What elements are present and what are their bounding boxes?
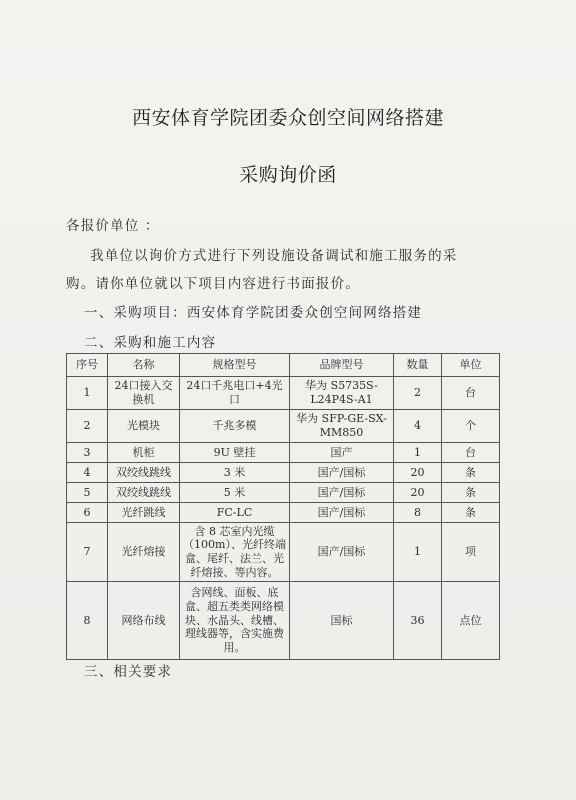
cell-spec: FC-LC: [180, 503, 290, 523]
cell-spec: 3 米: [180, 463, 290, 483]
cell-unit: 条: [442, 483, 500, 503]
cell-name: 双绞线跳线: [108, 483, 180, 503]
cell-name: 网络布线: [108, 582, 180, 660]
table-row: [67, 443, 500, 463]
cell-qty: 36: [394, 582, 442, 660]
cell-brand: 国产/国标: [290, 483, 394, 503]
addressee: 各报价单位 ：: [66, 218, 160, 234]
section-requirements: 三、相关要求: [84, 664, 173, 680]
cell-no: 5: [67, 483, 108, 503]
header-unit: 单位: [442, 354, 500, 377]
section-procurement-content: 二、采购和施工内容: [84, 335, 217, 351]
cell-qty: 2: [394, 377, 442, 410]
header-name: 名称: [108, 354, 180, 377]
cell-spec: 9U 壁挂: [180, 443, 290, 463]
cell-name: 24口接入交换机: [108, 377, 180, 410]
table-row: [67, 410, 500, 443]
header-brand: 品牌型号: [290, 354, 394, 377]
header-spec: 规格型号: [180, 354, 290, 377]
cell-brand: 国产/国标: [290, 523, 394, 582]
cell-no: 1: [67, 377, 108, 410]
cell-brand: 华为 SFP-GE-SX-MM850: [290, 410, 394, 443]
cell-spec: 含网线、面板、底盒、超五类类网络模块、水晶头、线槽、理线器等，含实施费用。: [180, 582, 290, 660]
cell-brand: 华为 S5735S-L24P4S-A1: [290, 377, 394, 410]
cell-no: 7: [67, 523, 108, 582]
document-title: 西安体育学院团委众创空间网络搭建: [131, 107, 444, 129]
cell-qty: 1: [394, 523, 442, 582]
cell-spec: 5 米: [180, 483, 290, 503]
cell-brand: 国产/国标: [290, 463, 394, 483]
cell-no: 3: [67, 443, 108, 463]
cell-name: 光纤熔接: [108, 523, 180, 582]
cell-unit: 个: [442, 410, 500, 443]
cell-no: 2: [67, 410, 108, 443]
document-subtitle: 采购询价函: [239, 164, 337, 186]
table-row: [67, 463, 500, 483]
body-line-1: 我单位以询价方式进行下列设施设备调试和施工服务的采: [90, 248, 458, 264]
cell-unit: 项: [442, 523, 500, 582]
cell-spec: 千兆多模: [180, 410, 290, 443]
cell-unit: 条: [442, 463, 500, 483]
cell-spec: 含 8 芯室内光缆（100m）、光纤终端盒、尾纤、法兰、光纤熔接、等内容。: [180, 523, 290, 582]
cell-spec: 24口千兆电口+4光口: [180, 377, 290, 410]
cell-unit: 点位: [442, 582, 500, 660]
table-row: [67, 523, 500, 582]
cell-brand: 国标: [290, 582, 394, 660]
cell-qty: 1: [394, 443, 442, 463]
cell-name: 双绞线跳线: [108, 463, 180, 483]
cell-brand: 国产/国标: [290, 503, 394, 523]
cell-qty: 20: [394, 463, 442, 483]
table-header-row: [67, 354, 500, 377]
table-row: [67, 582, 500, 660]
cell-qty: 4: [394, 410, 442, 443]
table-row: [67, 483, 500, 503]
cell-name: 机柜: [108, 443, 180, 463]
cell-qty: 8: [394, 503, 442, 523]
cell-no: 4: [67, 463, 108, 483]
cell-unit: 条: [442, 503, 500, 523]
cell-name: 光模块: [108, 410, 180, 443]
table-row: [67, 377, 500, 410]
section-procurement-item: 一、采购项目：西安体育学院团委众创空间网络搭建: [84, 305, 423, 321]
cell-no: 8: [67, 582, 108, 660]
cell-qty: 20: [394, 483, 442, 503]
table-row: [67, 503, 500, 523]
body-line-2: 购。请你单位就以下项目内容进行书面报价。: [66, 276, 360, 292]
header-no: 序号: [67, 354, 108, 377]
cell-no: 6: [67, 503, 108, 523]
header-qty: 数量: [394, 354, 442, 377]
cell-name: 光纤跳线: [108, 503, 180, 523]
cell-brand: 国产: [290, 443, 394, 463]
cell-unit: 台: [442, 377, 500, 410]
procurement-table: [66, 353, 500, 660]
cell-unit: 台: [442, 443, 500, 463]
